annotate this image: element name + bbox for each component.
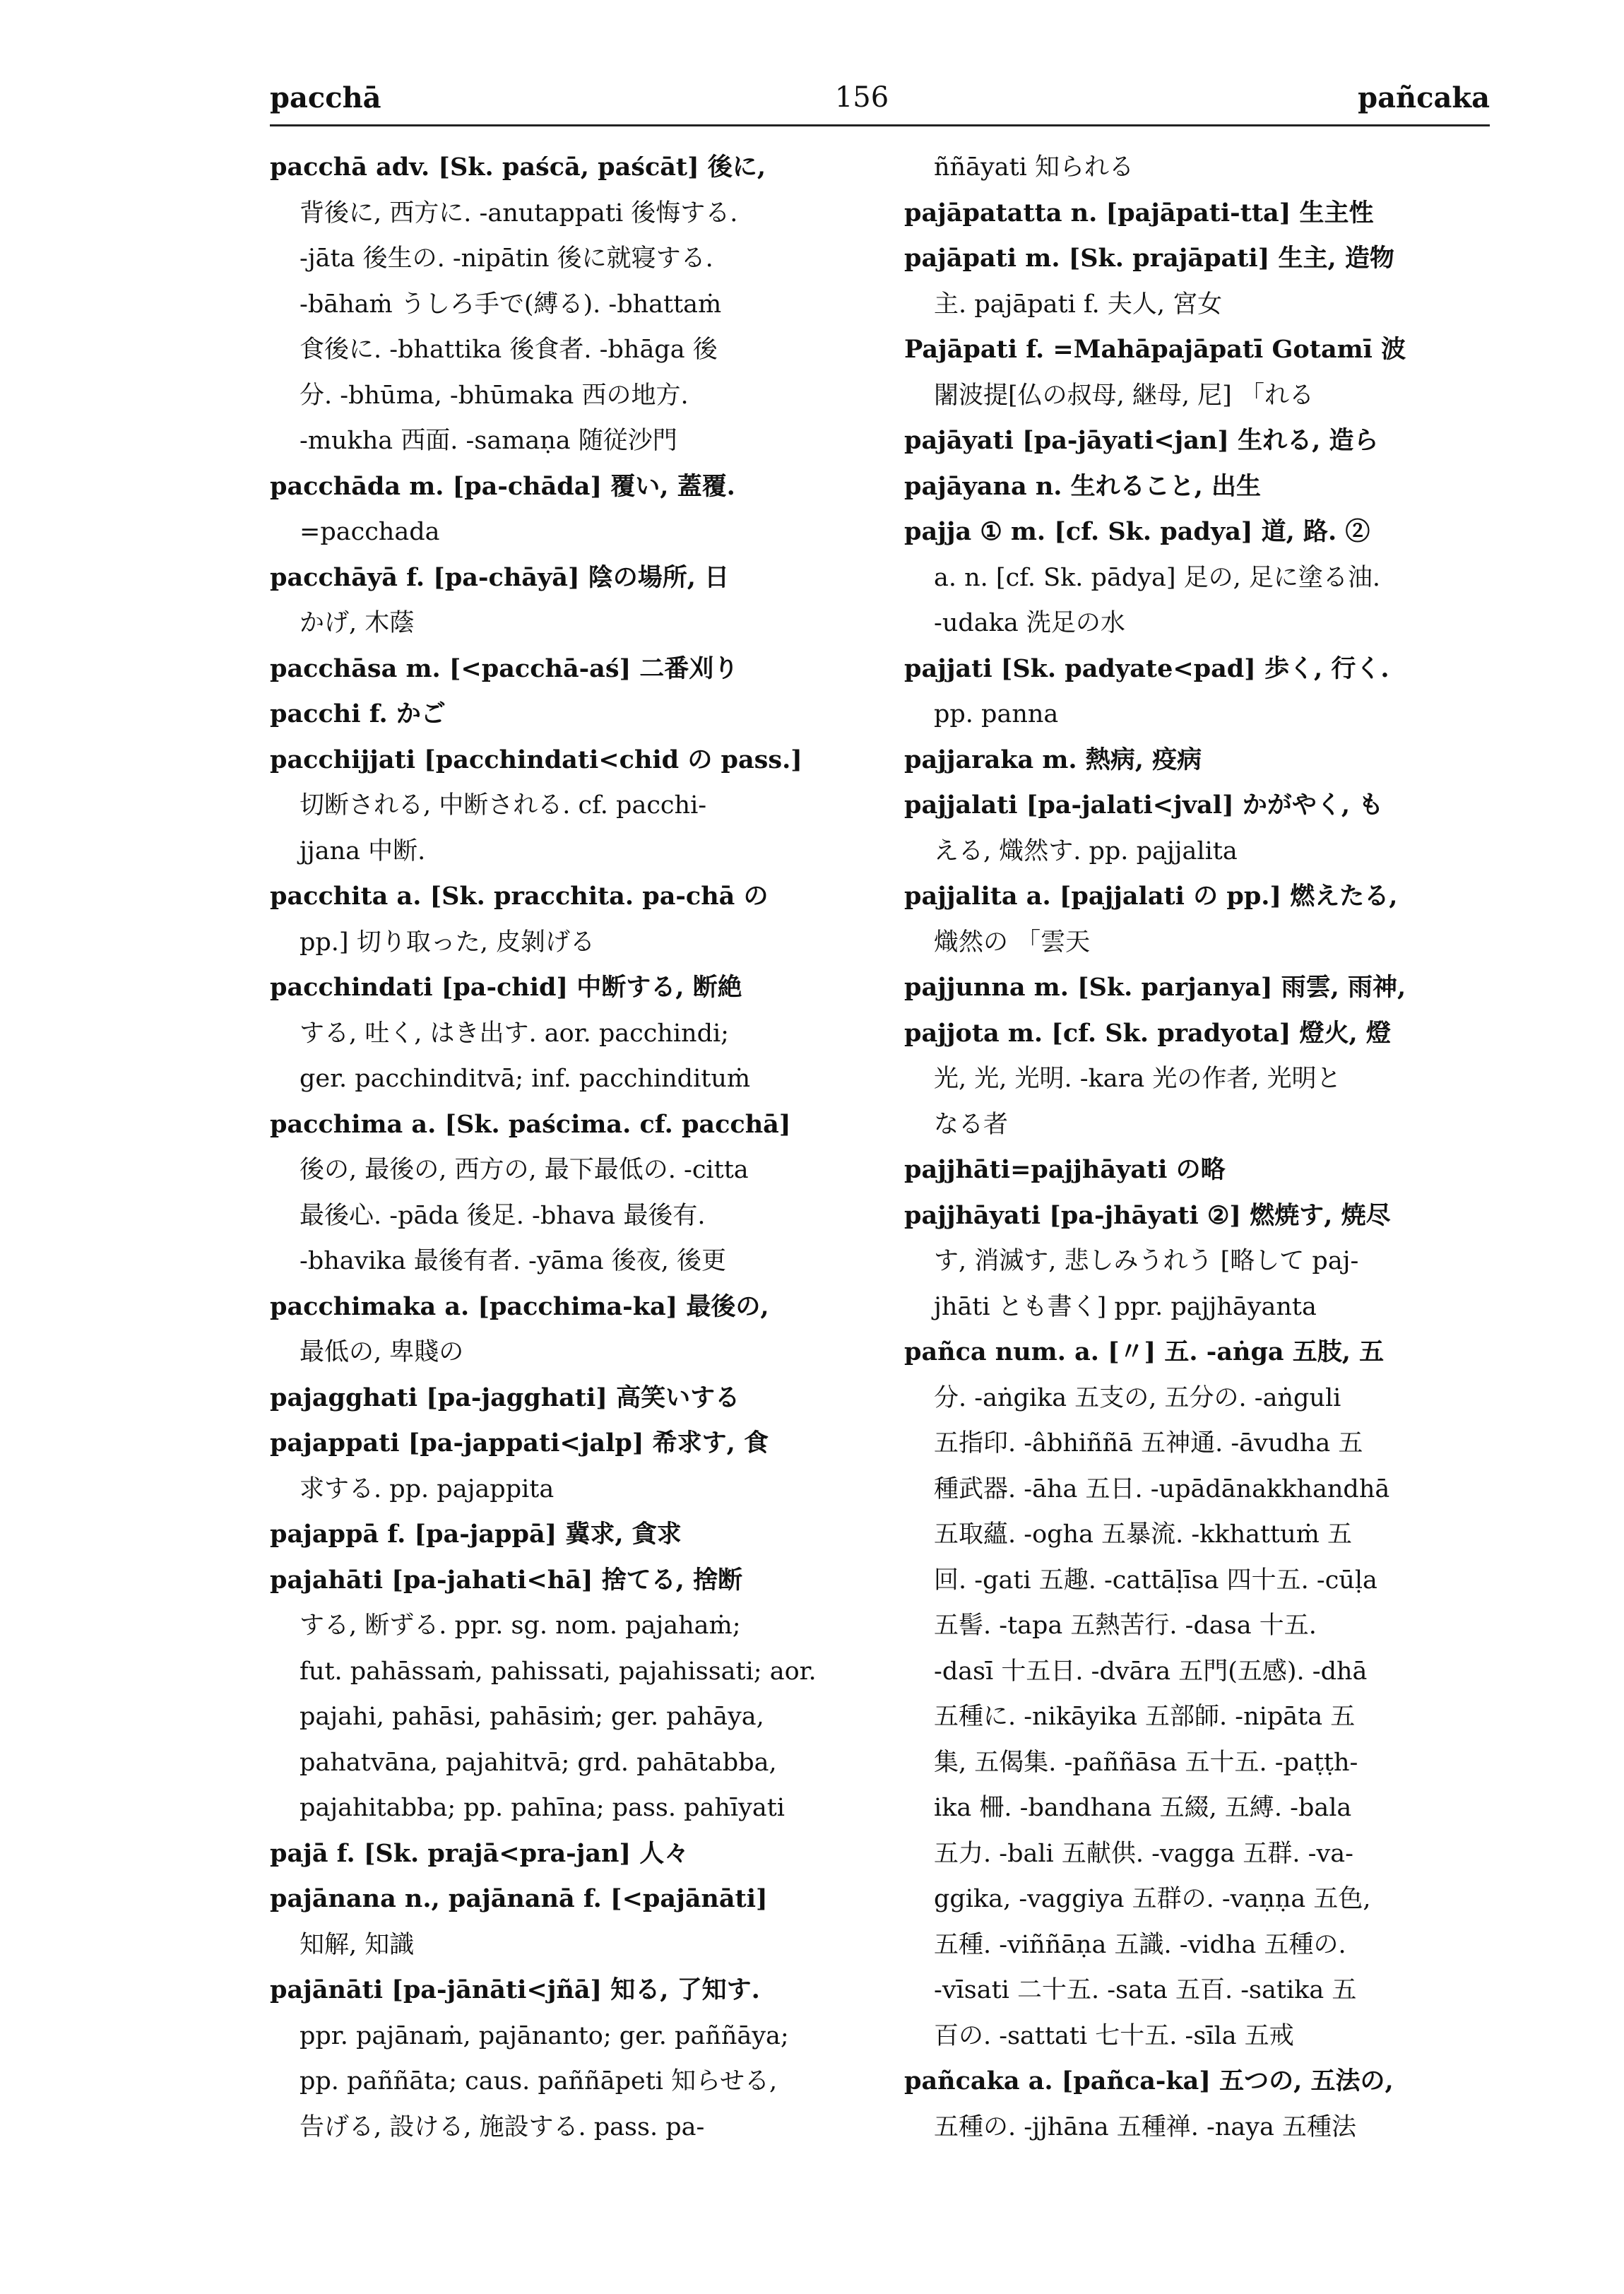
entry-line: pajāyati [pa-jāyati<jan] 生れる, 造ら (904, 426, 1379, 455)
entry-line: pp. paññāta; caus. paññāpeti 知らせる, (300, 2067, 778, 2095)
entry-line: pajjhāti=pajjhāyati の略 (904, 1155, 1226, 1184)
entry-line: pañca num. a. [〃] 五. -aṅga 五肢, 五 (904, 1337, 1385, 1366)
entry-line: 五髻. -tapa 五熱苦行. -dasa 十五. (934, 1612, 1317, 1640)
entry-line: pajjalati [pa-jalati<jval] かがやく, も (904, 791, 1384, 820)
entry-line: 分. -aṅgika 五支の, 五分の. -aṅguli (934, 1383, 1341, 1412)
entry-line: pacchindati [pa-chid] 中断する, 断絶 (270, 973, 742, 1002)
entry-line: 分. -bhūma, -bhūmaka 西の地方. (300, 381, 689, 410)
entry-line: 最低の, 卑賤の (300, 1338, 464, 1366)
entry-line: pp.] 切り取った, 皮剝げる (300, 928, 595, 957)
entry-line: pacchi f. かご (270, 699, 446, 728)
entry-line: pajāpati m. [Sk. prajāpati] 生主, 造物 (904, 244, 1394, 273)
entry-line: 五種. -viññāṇa 五識. -vidha 五種の. (934, 1930, 1346, 1959)
entry-line: pacchā adv. [Sk. paścā, paścāt] 後に, (270, 153, 766, 182)
entry-line: pajappati [pa-jappati<jalp] 希求す, 食 (270, 1429, 769, 1458)
entry-line: pacchima a. [Sk. paścima. cf. pacchā] (270, 1109, 791, 1139)
left-column (270, 145, 877, 2150)
entry-line: pacchāyā f. [pa-chāyā] 陰の場所, 日 (270, 562, 730, 592)
entry-line: 後の, 最後の, 西方の, 最下最低の. -citta (300, 1156, 749, 1184)
entry-line: ger. pacchinditvā; inf. pacchindituṁ (300, 1065, 751, 1093)
entry-line: 知解, 知識 (300, 1930, 415, 1959)
entry-line: pajja ① m. [cf. Sk. padya] 道, 路. ② (904, 517, 1370, 546)
entry-line: -udaka 洗足の水 (934, 609, 1125, 637)
entry-line: 背後に, 西方に. -anutappati 後悔する. (300, 199, 738, 227)
header-rule (270, 124, 1490, 126)
entry-line: pañcaka a. [pañca-ka] 五つの, 五法の, (904, 2067, 1394, 2095)
entry-line: pajāpatatta n. [pajāpati-tta] 生主性 (904, 198, 1374, 227)
entry-line: ika 柵. -bandhana 五綴, 五縛. -bala (934, 1794, 1352, 1822)
entry-line: pajjota m. [cf. Sk. pradyota] 燈火, 燈 (904, 1018, 1391, 1048)
entry-line: pajā f. [Sk. prajā<pra-jan] 人々 (270, 1838, 689, 1868)
entry-line: pajahi, pahāsi, pahāsiṁ; ger. pahāya, (300, 1703, 764, 1731)
entry-line: -jāta 後生の. -nipātin 後に就寝する. (300, 244, 713, 273)
entry-line: 五種に. -nikāyika 五部師. -nipāta 五 (934, 1703, 1356, 1731)
entry-line: fut. pahāssaṁ, pahissati, pajahissati; aor. (300, 1657, 817, 1686)
entry-line: pajahitabba; pp. pahīna; pass. pahīyati (300, 1794, 785, 1822)
entry-line: 切断される, 中断される. cf. pacchi- (300, 791, 707, 820)
entry-line: 熾然の 「雲天 (934, 928, 1091, 957)
entry-line: pacchijjati [pacchindati<chid の pass.] (270, 745, 802, 774)
running-head-right: pañcaka (1358, 81, 1490, 114)
entry-line: ppr. pajānaṁ, pajānanto; ger. paññāya; (300, 2021, 789, 2050)
entry-line: -mukha 西面. -samaṇa 随従沙門 (300, 427, 677, 455)
entry-line: 求する. pp. pajappita (300, 1474, 555, 1503)
entry-line: a. n. [cf. Sk. pādya] 足の, 足に塗る油. (934, 563, 1381, 592)
entry-line: 集, 五偈集. -paññāsa 五十五. -paṭṭh- (934, 1748, 1358, 1777)
entry-line: pajagghati [pa-jagghati] 高笑いする (270, 1383, 740, 1412)
running-head-left: pacchā (270, 81, 381, 114)
entry-line: pajjhāyati [pa-jhāyati ②] 燃焼す, 焼尽 (904, 1200, 1391, 1230)
entry-line: 五取蘊. -ogha 五暴流. -kkhattuṁ 五 (934, 1520, 1352, 1549)
entry-line: =pacchada (300, 518, 440, 546)
entry-line: 食後に. -bhattika 後食者. -bhāga 後 (300, 336, 718, 364)
entry-line: 光, 光, 光明. -kara 光の作者, 光明と (934, 1065, 1341, 1093)
entry-line: ggika, -vaggiya 五群の. -vaṇṇa 五色, (934, 1885, 1371, 1913)
entry-line: pacchita a. [Sk. pracchita. pa-chā の (270, 882, 769, 911)
entry-line: jhāti とも書く] ppr. pajjhāyanta (934, 1292, 1317, 1321)
right-column (904, 145, 1512, 2150)
entry-line: Pajāpati f. =Mahāpajāpatī Gotamī 波 (904, 335, 1406, 364)
entry-line: pahatvāna, pajahitvā; grd. pahātabba, (300, 1748, 777, 1777)
entry-line: pacchimaka a. [pacchima-ka] 最後の, (270, 1291, 769, 1321)
entry-line: す, 消滅す, 悲しみうれう [略して paj- (934, 1247, 1359, 1275)
entry-line: なる者 (934, 1110, 1009, 1139)
entry-line: -bāhaṁ うしろ手で(縛る). -bhattaṁ (300, 290, 722, 319)
entry-line: -bhavika 最後有者. -yāma 後夜, 後更 (300, 1247, 726, 1275)
entry-line: pajānana n., pajānanā f. [<pajānāti] (270, 1884, 768, 1913)
entry-line: -vīsati 二十五. -sata 五百. -satika 五 (934, 1976, 1357, 2004)
entry-line: ññāyati 知られる (934, 153, 1134, 182)
entry-line: える, 熾然す. pp. pajjalita (934, 836, 1238, 865)
page-header (0, 0, 1624, 141)
entry-line: pajahāti [pa-jahati<hā] 捨てる, 捨断 (270, 1565, 742, 1595)
entry-line: 種武器. -āha 五日. -upādānakkhandhā (934, 1474, 1390, 1503)
entry-line: pacchāda m. [pa-chāda] 覆い, 蓋覆. (270, 471, 735, 501)
entry-line: 五種の. -jjhāna 五種禅. -naya 五種法 (934, 2112, 1356, 2141)
entry-line: 五力. -bali 五献供. -vagga 五群. -va- (934, 1839, 1353, 1868)
entry-line: pajjunna m. [Sk. parjanya] 雨雲, 雨神, (904, 973, 1406, 1002)
entry-line: する, 吐く, はき出す. aor. pacchindi; (300, 1019, 729, 1048)
entry-line: pajjaraka m. 熱病, 疫病 (904, 745, 1202, 774)
entry-line: pajjati [Sk. padyate<pad] 歩く, 行く. (904, 654, 1389, 683)
entry-line: かげ, 木蔭 (300, 609, 415, 637)
entry-line: pajjalita a. [pajjalati の pp.] 燃えたる, (904, 882, 1398, 911)
entry-line: 回. -gati 五趣. -cattāḷīsa 四十五. -cūḷa (934, 1566, 1377, 1595)
entry-line: 闍波提[仏の叔母, 継母, 尼] 「れる (934, 381, 1314, 410)
page-number: 156 (834, 81, 889, 114)
entry-line: 告げる, 設ける, 施設する. pass. pa- (300, 2112, 705, 2141)
entry-line: pp. panna (934, 700, 1059, 728)
entry-line: する, 断ずる. ppr. sg. nom. pajahaṁ; (300, 1612, 741, 1640)
entry-line: 百の. -sattati 七十五. -sīla 五戒 (934, 2021, 1294, 2050)
entry-line: pajāyana n. 生れること, 出生 (904, 471, 1262, 501)
entry-line: jjana 中断. (300, 836, 426, 865)
entry-line: -dasī 十五日. -dvāra 五門(五感). -dhā (934, 1657, 1368, 1686)
entry-line: pajānāti [pa-jānāti<jñā] 知る, 了知す. (270, 1975, 760, 2004)
entry-line: 主. pajāpati f. 夫人, 宮女 (934, 290, 1223, 319)
entry-line: 五指印. -âbhiññā 五神通. -āvudha 五 (934, 1429, 1363, 1458)
entry-line: pajappā f. [pa-jappā] 冀求, 貪求 (270, 1520, 682, 1549)
entry-line: 最後心. -pāda 後足. -bhava 最後有. (300, 1201, 706, 1230)
entry-line: pacchāsa m. [<pacchā-aś] 二番刈り (270, 654, 739, 683)
